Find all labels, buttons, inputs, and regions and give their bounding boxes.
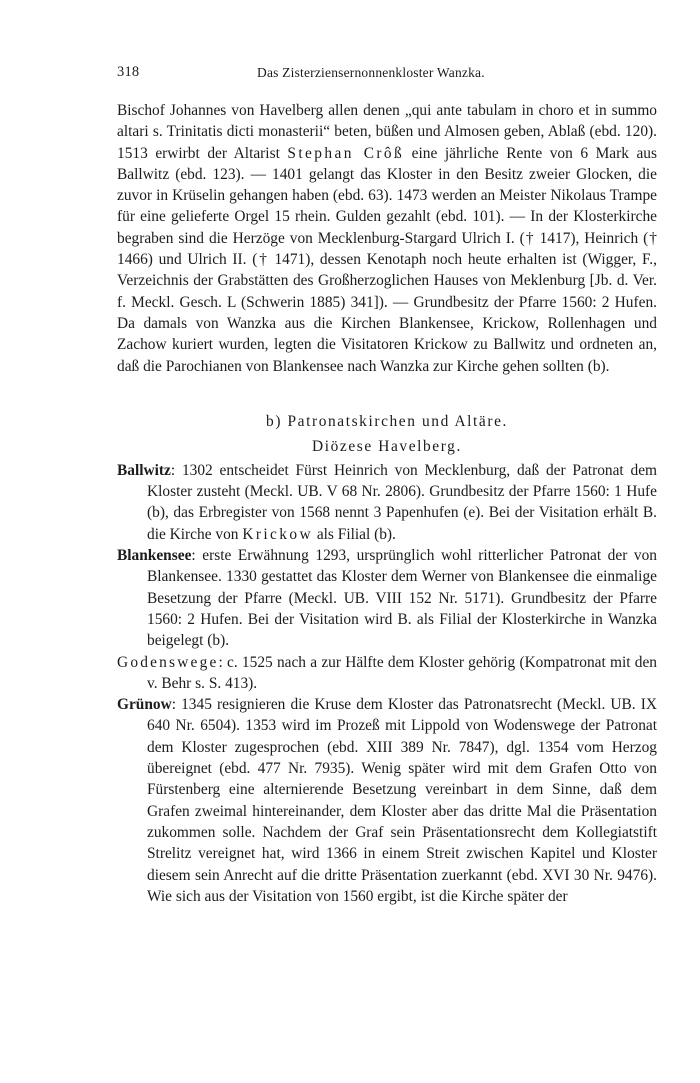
entry-text: : c. 1525 nach a zur Hälfte dem Kloster gehörig (Kompatronat mit den v. Behr s. S. 413). — [147, 653, 657, 692]
entry-keyword: Grünow — [117, 696, 172, 714]
entry-text-end: als Filial (b). — [312, 525, 396, 543]
place-name-krickow: Krickow — [242, 525, 313, 543]
page-header — [117, 64, 657, 84]
section-subheading: Diözese Havelberg. — [312, 437, 462, 455]
entry-gruenow — [117, 694, 657, 907]
person-name-stephan-cross: Stephan Crôß — [287, 144, 405, 162]
intro-paragraph — [117, 100, 657, 377]
entry-keyword: Blankensee — [117, 547, 192, 565]
page-number: 318 — [117, 64, 140, 80]
entry-keyword: Ballwitz — [117, 461, 171, 479]
intro-text-2: eine jährliche Rente von 6 Mark aus Ballwitz (ebd. 123). — 1401 gelangt das Kloster in den Besitz zweier Glocken, die zuvor in Krüselin gehangen haben (ebd. 63). 1473 werden an Meister Nikolaus Trampe für eine gelieferte Orgel 15 rhein. Gulden gezahlt (ebd. 101). — In der Klosterkirche begraben sind die Herzöge von Mecklenburg-Stargard Ulrich I. († 1417), Heinrich († 1466) und Ulrich II. († 1471), dessen Kenotaph noch heute erhalten ist (Wigger, F., Verzeichnis der Grabstätten des Großherzoglichen Hauses von Meklenburg [Jb. d. Ver. f. Meckl. Gesch. L (Schwerin 1885) 341]). — Grundbesitz der Pfarre 1560: 2 Hufen. Da damals von Wanzka aus die Kirchen Blankensee, Krickow, Rollenhagen und Zachow kuriert wurden, legten die Visitatoren Krickow zu Ballwitz und ordneten an, daß die Parochianen von Blankensee nach Wanzka zur Kirche gehen sollten (b). — [117, 144, 657, 375]
entry-text: : erste Erwähnung 1293, ursprünglich wohl ritterlicher Patronat der von Blankensee. 1330 gestattet das Kloster dem Werner von Blankensee die einmalige Besetzung der Pfarre (Meckl. UB. VIII 152 Nr. 5171). Grundbesitz der Pfarre 1560: 2 Hufen. Bei der Visitation wird B. als Filial der Klosterkirche in Wanzka beigelegt (b). — [147, 547, 657, 650]
entry-godenswege — [117, 652, 657, 695]
entry-text: : 1345 resignieren die Kruse dem Kloster das Patronatsrecht (Meckl. UB. IX 640 Nr. 6504). 1353 wird im Prozeß mit Lippold von Wodenswege der Patronat dem Kloster zugesprochen (ebd. XIII 389 Nr. 7847), dgl. 1354 vom Herzog übereignet (ebd. 477 Nr. 7935). Wenig später wird mit dem Grafen Otto von Fürstenberg eine alternierende Besetzung vereinbart in dem Sinne, daß dem Grafen zweimal hintereinander, dem Kloster aber das dritte Mal die Präsentation zukommen solle. Nachdem der Graf sein Präsentationsrecht dem Kollegiatstift Strelitz vereignet hat, wird 1366 in einem Streit zwischen Kapitel und Kloster diesem sein Anrecht auf die dritte Präsentation zuerkannt (ebd. XVI 30 Nr. 9476). Wie sich aus der Visitation von 1560 ergibt, ist die Kirche später der — [147, 696, 657, 905]
section-heading: b) Patronatskirchen und Altäre. — [266, 412, 508, 430]
running-title: Das Zisterziensernonnenkloster Wanzka. — [257, 65, 485, 80]
entry-blankensee — [117, 545, 657, 651]
entry-text: : 1302 entscheidet Fürst Heinrich von Mecklenburg, daß der Patronat dem Kloster zusteht (Meckl. UB. V 68 Nr. 2806). Grundbesitz der Pfarre 1560: 1 Hufe (b), das Erbregister von 1568 nennt 3 Papenhufen (e). Bei der Visitation erhält B. die Kirche von — [147, 461, 657, 543]
intro-text-1: Bischof Johannes von Havelberg allen denen „qui ante tabulam in choro et in summo altari s. Trinitatis dicti monasterii“ beten, büßen und Almosen geben, Ablaß (ebd. 120). 1513 erwirbt der Altarist — [117, 102, 657, 162]
entry-keyword: Godenswege — [117, 653, 219, 671]
entry-ballwitz — [117, 460, 657, 545]
page-body — [117, 100, 657, 907]
